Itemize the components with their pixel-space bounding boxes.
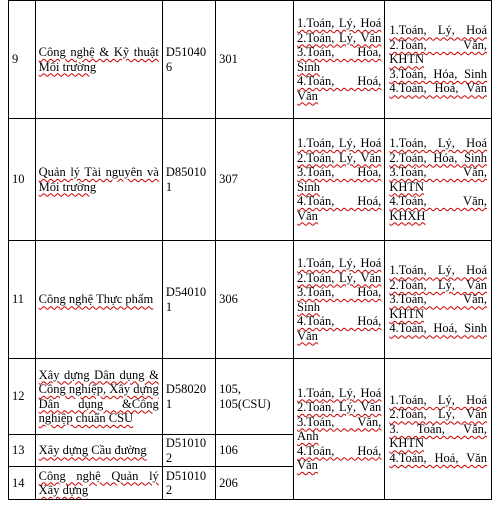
program-quota: 307 xyxy=(216,119,294,241)
program-code: D540101 xyxy=(162,241,215,359)
row-number: 12 xyxy=(9,359,36,435)
subject-combinations: 1.Toán, Lý, Hoá 2.Toán, Lý, Văn 3.Toán, Hóa, Sinh 4.Toán, Hoá, Văn xyxy=(294,119,385,241)
subject-combinations-alt: 1.Toán, Lý, Hoá 2.Toán, Văn, KHTN 3.Toán, Hóa, Sinh 4.Toán, Hoá, Văn xyxy=(385,1,492,119)
program-quota: 301 xyxy=(216,1,294,119)
program-name: Công nghệ Thực phẩm xyxy=(35,241,162,359)
program-code: D850101 xyxy=(162,119,215,241)
row-number: 13 xyxy=(9,435,36,467)
program-quota: 206 xyxy=(216,467,294,500)
program-quota: 105, 105(CSU) xyxy=(216,359,294,435)
subject-combinations: 1.Toán, Lý, Hoá 2.Toán, Lý, Văn 3.Toán, Hóa, Sinh 4.Toán, Hoá, Văn xyxy=(294,1,385,119)
row-number: 10 xyxy=(9,119,36,241)
program-quota: 306 xyxy=(216,241,294,359)
row-number: 9 xyxy=(9,1,36,119)
program-name: Quản lý Tài nguyên và Môi trường xyxy=(35,119,162,241)
program-quota: 106 xyxy=(216,435,294,467)
row-number: 14 xyxy=(9,467,36,500)
subject-combinations: 1.Toán, Lý, Hoá 2.Toán, Lý, Văn 3.Toán, Văn, Anh 4.Toán, Hoá, Văn xyxy=(294,359,385,500)
program-code: D510102 xyxy=(162,467,215,500)
table-row xyxy=(9,359,492,435)
program-code: D580201 xyxy=(162,359,215,435)
subject-combinations-alt: 1.Toán, Lý, Hoá 2.Toán, Lý, Văn 3.Toán, Văn, KHTN 4.Toán, Hoá, Sinh xyxy=(385,241,492,359)
program-code: D510102 xyxy=(162,435,215,467)
table-row xyxy=(9,1,492,119)
table-row xyxy=(9,119,492,241)
table-row xyxy=(9,241,492,359)
program-name: Công nghệ & Kỹ thuật Môi trường xyxy=(35,1,162,119)
subject-combinations-alt: 1.Toán, Lý, Hoá 2.Toán, Lý, Văn 3. Toán, Văn, KHTN 4.Toán, Hoá, Văn xyxy=(385,359,492,500)
program-name: Công nghệ Quản lý Xây dựng xyxy=(35,467,162,500)
subject-combinations-alt: 1.Toán, Lý, Hoá 2.Toán, Hóa, Sinh 3.Toán, Văn, KHTN 4.Toán, Văn, KHXH xyxy=(385,119,492,241)
row-number: 11 xyxy=(9,241,36,359)
admission-table xyxy=(8,0,492,500)
program-name: Xây dựng Dân dụng & Công nghiệp, Xây dựng Dân dụng &Công nghiệp chuẩn CSU xyxy=(35,359,162,435)
program-name: Xây dựng Cầu đường xyxy=(35,435,162,467)
program-code: D510406 xyxy=(162,1,215,119)
subject-combinations: 1.Toán, Lý, Hoá 2.Toán, Lý, Văn 3.Toán, Hóa, Sinh 4.Toán, Hoá, Văn xyxy=(294,241,385,359)
